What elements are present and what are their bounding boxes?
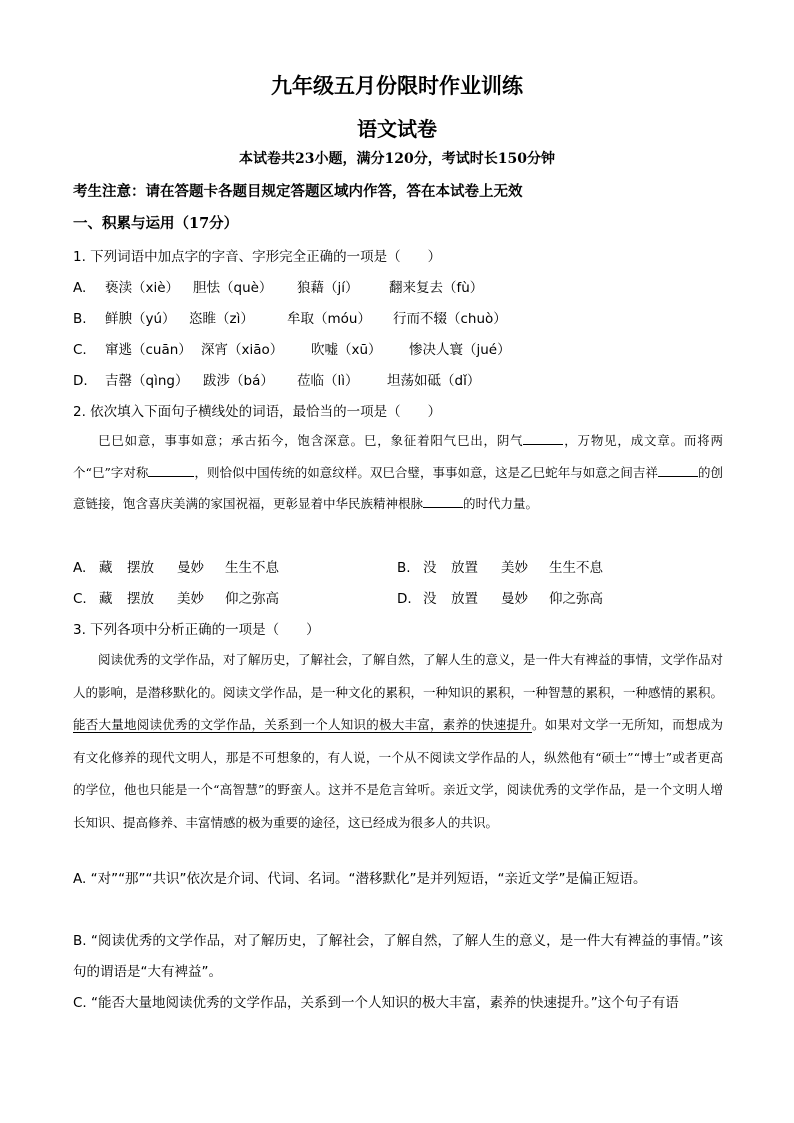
- option-item: 仰之弥高: [225, 591, 279, 607]
- option-item: 莅临（lì）: [297, 373, 359, 389]
- option-item: 跋涉（bá）: [203, 373, 274, 389]
- section-heading: 一、积累与运用（17分）: [73, 215, 239, 232]
- option-label: A.: [73, 560, 87, 576]
- q3-passage-text: 。如果对文学一无所知，而想成为有文化修养的现代文明人，那是不可想象的，有人说，一个从不阅读文学作品的人，纵然他有“硕士”“博士”或者更高的学位，他也只能是一个“高智慧”的野蛮人。这并不是危言耸听。亲近文学，阅读优秀的文学作品，是一个文明人增长知识、提高修养、丰富情感的极为重要的途径，这已经成为很多人的共识。: [73, 717, 723, 830]
- q1-option-d[interactable]: [73, 369, 480, 389]
- page-title: 九年级五月份限时作业训练: [271, 73, 523, 98]
- option-item: 翻来复去（fù）: [389, 280, 484, 296]
- q2-stem: 2. 依次填入下面句子横线处的词语，最恰当的一项是（ ）: [73, 404, 442, 420]
- option-item: 摆放: [127, 591, 154, 607]
- fill-blank: [523, 430, 563, 445]
- option-item: 吉罄（qìng）: [105, 373, 189, 389]
- option-item: 窜逃（cuān）: [105, 342, 192, 358]
- option-item: 坦荡如砥（dǐ）: [387, 373, 481, 389]
- fill-blank: [423, 493, 463, 508]
- q2-option-d[interactable]: [397, 587, 603, 607]
- q2-passage-text: 的创意链接，饱含喜庆美满的家国祝福，更彰显着中华民族精神根脉: [73, 464, 723, 511]
- option-item: 吹嘘（xū）: [311, 342, 382, 358]
- option-item: 深宵（xiāo）: [201, 342, 284, 358]
- exam-notice: 考生注意：请在答题卡各题目规定答题区域内作答，答在本试卷上无效: [73, 183, 523, 200]
- exam-info: 本试卷共23小题，满分120分，考试时长150分钟: [239, 151, 555, 167]
- q2-option-c[interactable]: [73, 587, 279, 607]
- q3-option-a[interactable]: [73, 864, 723, 895]
- option-item: 仰之弥高: [549, 591, 603, 607]
- q2-passage: [73, 425, 723, 520]
- option-label: C.: [73, 342, 87, 358]
- option-label: A.: [73, 280, 87, 296]
- q3-passage: [73, 644, 723, 839]
- option-item: 胆怯（què）: [193, 280, 273, 296]
- q3-underlined-sentence: 能否大量地阅读优秀的文学作品，关系到一个人知识的极大丰富，素养的快速提升: [73, 717, 532, 732]
- q3-stem: 3. 下列各项中分析正确的一项是（ ）: [73, 622, 320, 638]
- q2-passage-text: 的时代力量。: [463, 496, 539, 511]
- option-label: B.: [73, 311, 87, 327]
- option-item: 狼藉（jí）: [297, 280, 359, 296]
- q3-option-b[interactable]: [73, 926, 723, 988]
- option-text: C. “能否大量地阅读优秀的文学作品，关系到一个人知识的极大丰富，素养的快速提升。”这个句子有语: [73, 995, 679, 1011]
- q3-passage-text: 阅读优秀的文学作品，对了解历史，了解社会，了解自然，了解人生的意义，是一件大有裨益的事情，文学作品对人的影响，是潜移默化的。阅读文学作品，是一种文化的累积，一种知识的累积，一种智慧的累积，一种感情的累积。: [73, 652, 724, 700]
- q1-option-c[interactable]: [73, 338, 511, 358]
- option-text: A. “对”“那”“共识”依次是介词、代词、名词。“潜移默化”是并列短语，“亲近文学”是偏正短语。: [73, 871, 647, 887]
- q2-passage-text: 巳巳如意，事事如意；承古拓今，饱含深意。巳，象征着阳气巳出，阴气: [98, 433, 524, 448]
- option-item: 藏: [99, 591, 113, 607]
- q1-stem: 1. 下列词语中加点字的字音、字形完全正确的一项是（ ）: [73, 249, 442, 265]
- option-item: 没: [423, 591, 437, 607]
- option-item: 牟取（móu）: [287, 311, 371, 327]
- option-item: 曼妙: [177, 560, 204, 576]
- option-item: 藏: [99, 560, 113, 576]
- q3-option-c[interactable]: [73, 988, 723, 1019]
- q2-option-b[interactable]: [397, 556, 603, 576]
- option-item: 生生不息: [225, 560, 279, 576]
- option-item: 美妙: [501, 560, 528, 576]
- q1-option-b[interactable]: [73, 307, 507, 327]
- option-label: D.: [73, 373, 88, 389]
- option-item: 曼妙: [501, 591, 528, 607]
- q2-passage-text: ，则恰似中国传统的如意纹样。双巳合璧，事事如意，这是乙巳蛇年与如意之间吉祥: [194, 464, 658, 480]
- option-item: 美妙: [177, 591, 204, 607]
- option-label: B.: [397, 560, 411, 576]
- option-item: 放置: [451, 560, 478, 576]
- fill-blank: [148, 462, 194, 477]
- option-item: 没: [423, 560, 437, 576]
- q2-option-a[interactable]: [73, 556, 279, 576]
- option-item: 恣睢（zì）: [189, 311, 254, 327]
- option-item: 亵渎（xiè）: [105, 280, 180, 296]
- option-label: C.: [73, 591, 87, 607]
- fill-blank: [658, 462, 698, 477]
- option-item: 行而不辍（chuò）: [393, 311, 507, 327]
- option-text: B. “阅读优秀的文学作品，对了解历史，了解社会，了解自然，了解人生的意义，是一件大有裨益的事情。”该句的谓语是“大有裨益”。: [73, 933, 723, 980]
- option-item: 放置: [451, 591, 478, 607]
- option-item: 生生不息: [549, 560, 603, 576]
- option-item: 鲜腴（yú）: [105, 311, 176, 327]
- page-subtitle: 语文试卷: [357, 117, 437, 141]
- q2-passage-text: ，万物见，成文章。而将两个“巳”字对称: [73, 433, 723, 480]
- option-item: 惨决人寰（jué）: [409, 342, 511, 358]
- option-item: 摆放: [127, 560, 154, 576]
- option-label: D.: [397, 591, 412, 607]
- q1-option-a[interactable]: [73, 276, 483, 296]
